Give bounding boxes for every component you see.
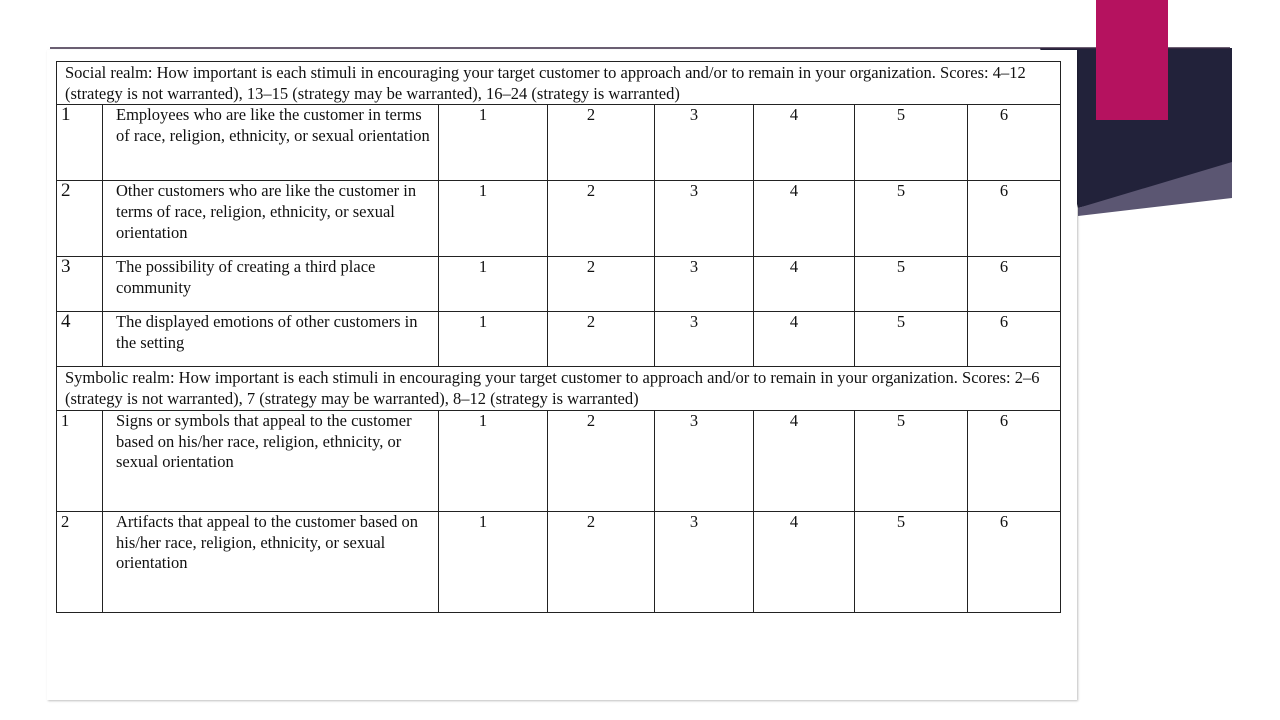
row-description: The possibility of creating a third place community [103,257,439,312]
row-number: 3 [57,257,103,312]
survey-table [56,61,1061,613]
score-cell: 3 [655,312,754,367]
score-cell: 3 [655,410,754,511]
score-cell: 4 [754,312,855,367]
score-cell: 3 [655,105,754,181]
table-row [57,312,1061,367]
score-cell: 3 [655,181,754,257]
score-cell: 5 [855,410,968,511]
table-row [57,105,1061,181]
row-description: Signs or symbols that appeal to the customer based on his/her race, religion, ethnicity, or sexual orientation [103,410,439,511]
score-cell: 2 [548,105,655,181]
accent-block [1096,0,1168,120]
score-cell: 5 [855,257,968,312]
score-cell: 6 [968,105,1061,181]
score-cell: 4 [754,181,855,257]
score-cell: 1 [439,181,548,257]
score-cell: 5 [855,181,968,257]
score-cell: 1 [439,511,548,612]
section-header: Symbolic realm: How important is each stimuli in encouraging your target customer to approach and/or to remain in your organization. Scores: 2–6 (strategy is not warranted), 7 (strategy may be warranted), 8–12 (strategy is warranted) [57,367,1061,410]
score-cell: 1 [439,105,548,181]
row-description: Artifacts that appeal to the customer based on his/her race, religion, ethnicity, or sexual orientation [103,511,439,612]
score-cell: 3 [655,511,754,612]
score-cell: 6 [968,312,1061,367]
score-cell: 2 [548,257,655,312]
score-cell: 5 [855,105,968,181]
table-row [57,511,1061,612]
score-cell: 1 [439,257,548,312]
row-number: 1 [57,410,103,511]
row-description: Other customers who are like the customer in terms of race, religion, ethnicity, or sexual orientation [103,181,439,257]
score-cell: 6 [968,410,1061,511]
score-cell: 6 [968,511,1061,612]
section-header: Social realm: How important is each stimuli in encouraging your target customer to approach and/or to remain in your organization. Scores: 4–12 (strategy is not warranted), 13–15 (strategy may be warranted), 16–24 (strategy is warranted) [57,62,1061,105]
score-cell: 2 [548,181,655,257]
table-row [57,410,1061,511]
score-cell: 2 [548,312,655,367]
score-cell: 3 [655,257,754,312]
row-number: 1 [57,105,103,181]
row-description: The displayed emotions of other customers in the setting [103,312,439,367]
section-header-row [57,62,1061,105]
table-row [57,257,1061,312]
score-cell: 5 [855,511,968,612]
row-number: 2 [57,181,103,257]
score-cell: 6 [968,257,1061,312]
score-cell: 4 [754,511,855,612]
score-cell: 2 [548,410,655,511]
score-cell: 5 [855,312,968,367]
score-cell: 1 [439,410,548,511]
score-cell: 2 [548,511,655,612]
score-cell: 4 [754,410,855,511]
score-cell: 6 [968,181,1061,257]
table-row [57,181,1061,257]
row-description: Employees who are like the customer in terms of race, religion, ethnicity, or sexual orientation [103,105,439,181]
row-number: 4 [57,312,103,367]
score-cell: 4 [754,257,855,312]
row-number: 2 [57,511,103,612]
score-cell: 1 [439,312,548,367]
score-cell: 4 [754,105,855,181]
section-header-row [57,367,1061,410]
